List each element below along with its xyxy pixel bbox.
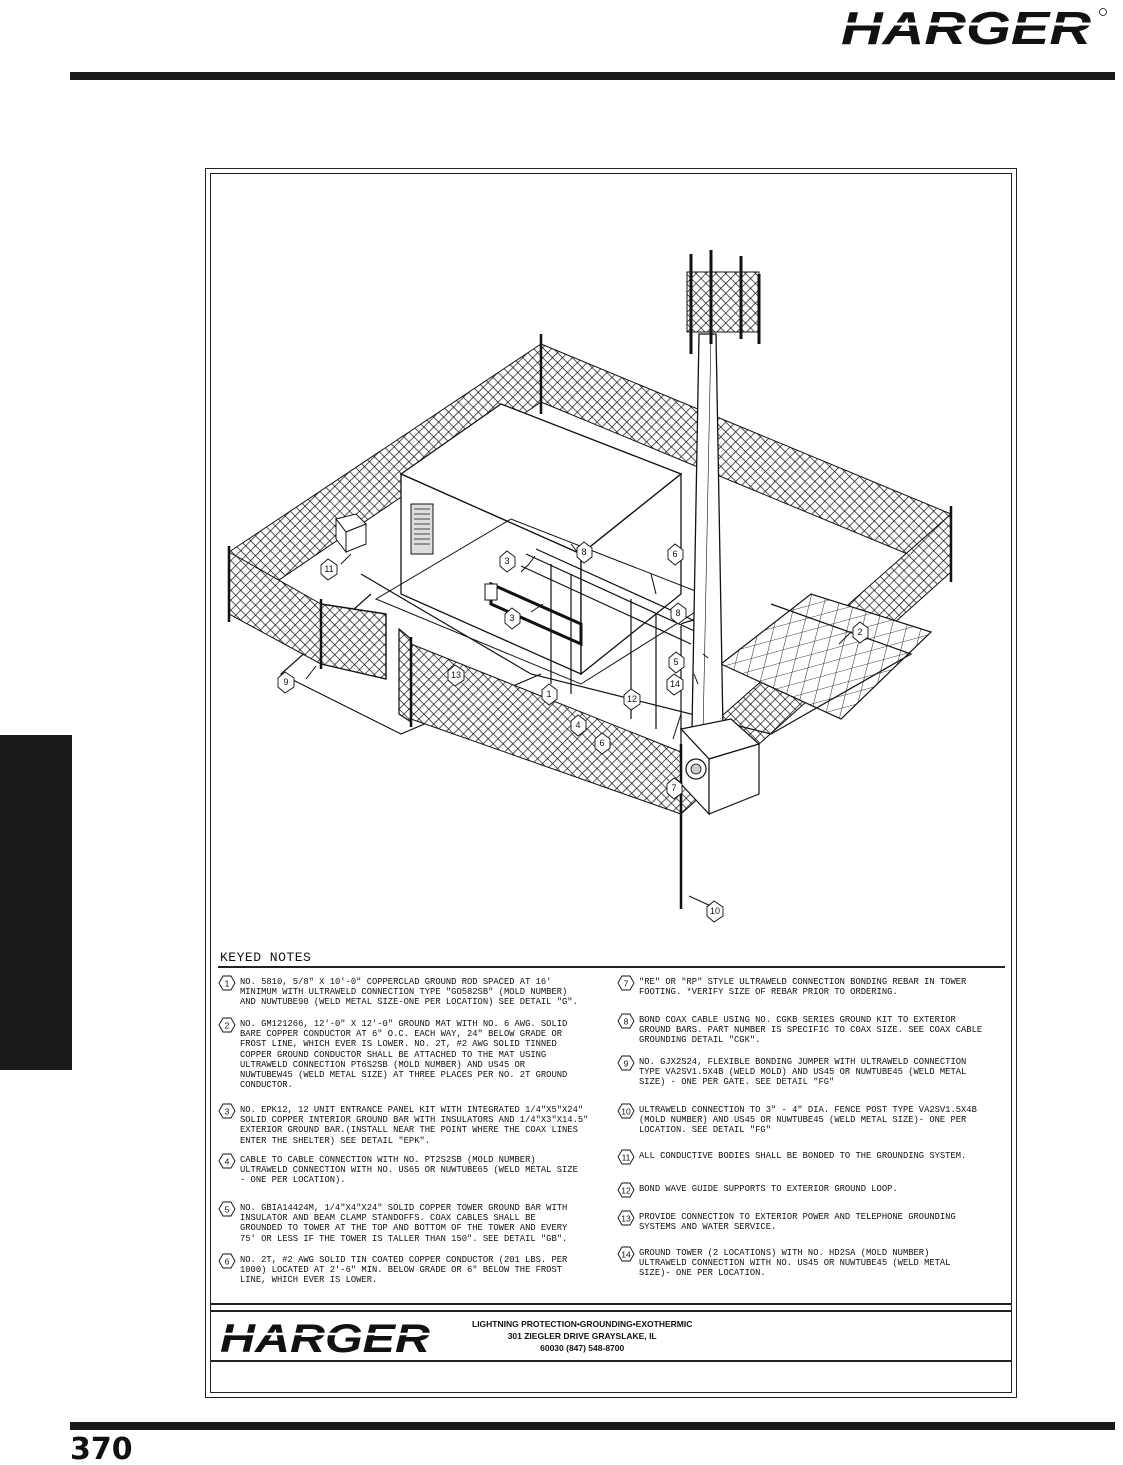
keyed-note-5: NO. GBIA14424M, 1/4"X4"X24" SOLID COPPER TOWER GROUND BAR WITH INSULATOR AND BEAM CLAMP STANDOFFS. COAX CABLES SHALL BE GROUNDED TO TOWER AT THE TOP AND BOTTOM OF THE TOWER AND EVERY 75' OR LESS IF THE TOWER IS TALLER THAN 150". SEE DETAIL "GB".	[240, 1203, 568, 1244]
keyed-note-6: NO. 2T, #2 AWG SOLID TIN COATED COPPER CONDUCTOR (201 LBS. PER 1000) LOCATED AT 2'-6" MIN. BELOW GRADE OR 6" BELOW THE FROST LINE, WHICH EVER IS LOWER.	[240, 1255, 568, 1286]
note-number-badge	[617, 1210, 635, 1231]
title-block-text	[472, 1318, 692, 1354]
note-number-badge	[617, 975, 635, 996]
title-block-rule	[211, 1310, 1011, 1312]
note-number-badge	[617, 1013, 635, 1034]
svg-text:1: 1	[224, 978, 230, 989]
harger-logo	[839, 4, 1109, 57]
note-number-badge	[218, 1017, 236, 1038]
site-grounding-drawing	[211, 174, 1011, 944]
svg-text:8: 8	[581, 547, 587, 557]
svg-text:1: 1	[546, 689, 552, 699]
callout-10	[707, 901, 723, 922]
note-number-badge	[218, 1103, 236, 1124]
svg-text:7: 7	[623, 978, 629, 989]
company-address: 301 ZIEGLER DRIVE GRAYSLAKE, IL	[507, 1331, 657, 1341]
note-number-badge	[218, 1253, 236, 1274]
svg-text:8: 8	[623, 1016, 629, 1027]
svg-text:2: 2	[857, 627, 863, 637]
keyed-notes-title: KEYED NOTES	[220, 950, 312, 965]
meter-box	[336, 514, 366, 552]
svg-text:11: 11	[621, 1152, 631, 1163]
svg-text:4: 4	[224, 1156, 230, 1167]
note-number-badge	[617, 1055, 635, 1076]
svg-text:4: 4	[575, 720, 581, 730]
fence-gate-open	[321, 604, 386, 679]
keyed-note-9: NO. GJX2S24, FLEXIBLE BONDING JUMPER WITH ULTRAWELD CONNECTION TYPE VA2SV1.5X4B (WELD MOLD) AND US45 OR NUWTUBE45 (WELD METAL SIZE) - ONE PER GATE. SEE DETAIL "FG"	[639, 1057, 967, 1088]
keyed-note-4: CABLE TO CABLE CONNECTION WITH NO. PT2S2SB (MOLD NUMBER) ULTRAWELD CONNECTION WITH NO. US65 OR NUWTUBE65 (WELD METAL SIZE - ONE PER LOCATION).	[240, 1155, 578, 1186]
company-tagline: LIGHTNING PROTECTION•GROUNDING•EXOTHERMIC	[472, 1319, 693, 1329]
page-number: 370	[70, 1432, 133, 1465]
svg-text:10: 10	[621, 1106, 631, 1117]
svg-text:9: 9	[283, 677, 289, 687]
svg-text:6: 6	[599, 738, 605, 748]
svg-text:12: 12	[621, 1185, 631, 1196]
svg-text:8: 8	[675, 608, 681, 618]
note-number-badge	[218, 975, 236, 996]
fence-gate-swing	[399, 629, 411, 722]
keyed-note-10: ULTRAWELD CONNECTION TO 3" - 4" DIA. FENCE POST TYPE VA2SV1.5X4B (MOLD NUMBER) AND US45 OR NUWTUBE45 (WELD METAL SIZE)- ONE PER LOCATION. SEE DETAIL "FG"	[639, 1105, 977, 1136]
footer-rule	[70, 1422, 1115, 1430]
svg-text:7: 7	[671, 783, 677, 793]
section-tab	[0, 735, 72, 1070]
svg-text:6: 6	[672, 549, 678, 559]
callout-5	[669, 652, 684, 673]
svg-text:5: 5	[224, 1204, 230, 1215]
keyed-note-11: ALL CONDUCTIVE BODIES SHALL BE BONDED TO THE GROUNDING SYSTEM.	[639, 1151, 967, 1161]
note-number-badge	[218, 1201, 236, 1222]
svg-text:6: 6	[224, 1256, 230, 1267]
note-number-badge	[617, 1103, 635, 1124]
svg-text:13: 13	[621, 1213, 631, 1224]
svg-text:13: 13	[450, 670, 462, 680]
keyed-notes-rule	[218, 966, 1005, 968]
logo-text: HARGER	[841, 4, 1091, 52]
svg-text:14: 14	[621, 1249, 631, 1260]
svg-text:10: 10	[709, 906, 721, 916]
title-block-logo	[218, 1316, 436, 1361]
keyed-note-2: NO. GM121266, 12'-0" X 12'-0" GROUND MAT WITH NO. 6 AWG. SOLID BARE COPPER CONDUCTOR AT 6" O.C. EACH WAY, 24" BELOW GRADE OR FROST LINE, WHICH EVER IS LOWER. NO. 2T, #2 AWG SOLID TINNED COPPER GROUND CONDUCTOR SHALL BE ATTACHED TO THE MAT USING ULTRAWELD CONNECTION PT6S2SB (MOLD NUMBER) AND US45 OR NUWTUBEW45 (WELD METAL SIZE) AT THREE PLACES PER NO. 2T GROUND CONDUCTOR.	[240, 1019, 568, 1091]
keyed-note-3: NO. EPK12, 12 UNIT ENTRANCE PANEL KIT WITH INTEGRATED 1/4"X5"X24" SOLID COPPER INTERIOR GROUND BAR WITH INSULATORS AND 1/4"X3"X14.5" EXTERIOR GROUND BAR.(INSTALL NEAR THE POINT WHERE THE COAX LINES ENTER THE SHELTER) SEE DETAIL "EPK".	[240, 1105, 589, 1146]
svg-text:HARGER: HARGER	[220, 1317, 431, 1356]
svg-text:3: 3	[224, 1106, 230, 1117]
note-number-badge	[617, 1246, 635, 1267]
svg-text:9: 9	[623, 1058, 629, 1069]
keyed-note-1: NO. 5810, 5/8" X 10'-0" COPPERCLAD GROUND ROD SPACED AT 16' MINIMUM WITH ULTRAWELD CONNECTION TYPE "GO582SB" (MOLD NUMBER) AND NUWTUBE90 (WELD METAL SIZE-ONE PER LOCATION) SEE DETAIL "G".	[240, 977, 578, 1008]
keyed-note-12: BOND WAVE GUIDE SUPPORTS TO EXTERIOR GROUND LOOP.	[639, 1184, 898, 1194]
note-number-badge	[218, 1153, 236, 1174]
note-number-badge	[617, 1149, 635, 1170]
svg-text:2: 2	[224, 1020, 230, 1031]
keyed-note-7: "RE" OR "RP" STYLE ULTRAWELD CONNECTION BONDING REBAR IN TOWER FOOTING. *VERIFY SIZE OF REBAR PRIOR TO ORDERING.	[639, 977, 967, 998]
svg-text:12: 12	[626, 694, 638, 704]
company-phone: 60030 (847) 548-8700	[540, 1343, 625, 1353]
svg-text:11: 11	[324, 564, 334, 574]
note-number-badge	[617, 1182, 635, 1203]
callout-11	[321, 559, 337, 580]
keyed-note-8: BOND COAX CABLE USING NO. CGKB SERIES GROUND KIT TO EXTERIOR GROUND BARS. PART NUMBER IS SPECIFIC TO COAX SIZE. SEE COAX CABLE GROUNDING DETAIL "CGK".	[639, 1015, 983, 1046]
svg-text:5: 5	[673, 657, 679, 667]
svg-text:3: 3	[504, 556, 510, 566]
svg-text:3: 3	[509, 613, 515, 623]
keyed-note-14: GROUND TOWER (2 LOCATIONS) WITH NO. HD2SA (MOLD NUMBER) ULTRAWELD CONNECTION WITH NO. US45 OR NUWTUBE45 (WELD METAL SIZE)- ONE PER LOCATION.	[639, 1248, 951, 1279]
callout-12	[624, 689, 640, 710]
callout-9	[278, 672, 294, 693]
title-block-top	[211, 1303, 1011, 1305]
keyed-note-13: PROVIDE CONNECTION TO EXTERIOR POWER AND TELEPHONE GROUNDING SYSTEMS AND WATER SERVICE.	[639, 1212, 956, 1233]
svg-text:14: 14	[669, 679, 681, 689]
header-rule	[70, 72, 1115, 80]
